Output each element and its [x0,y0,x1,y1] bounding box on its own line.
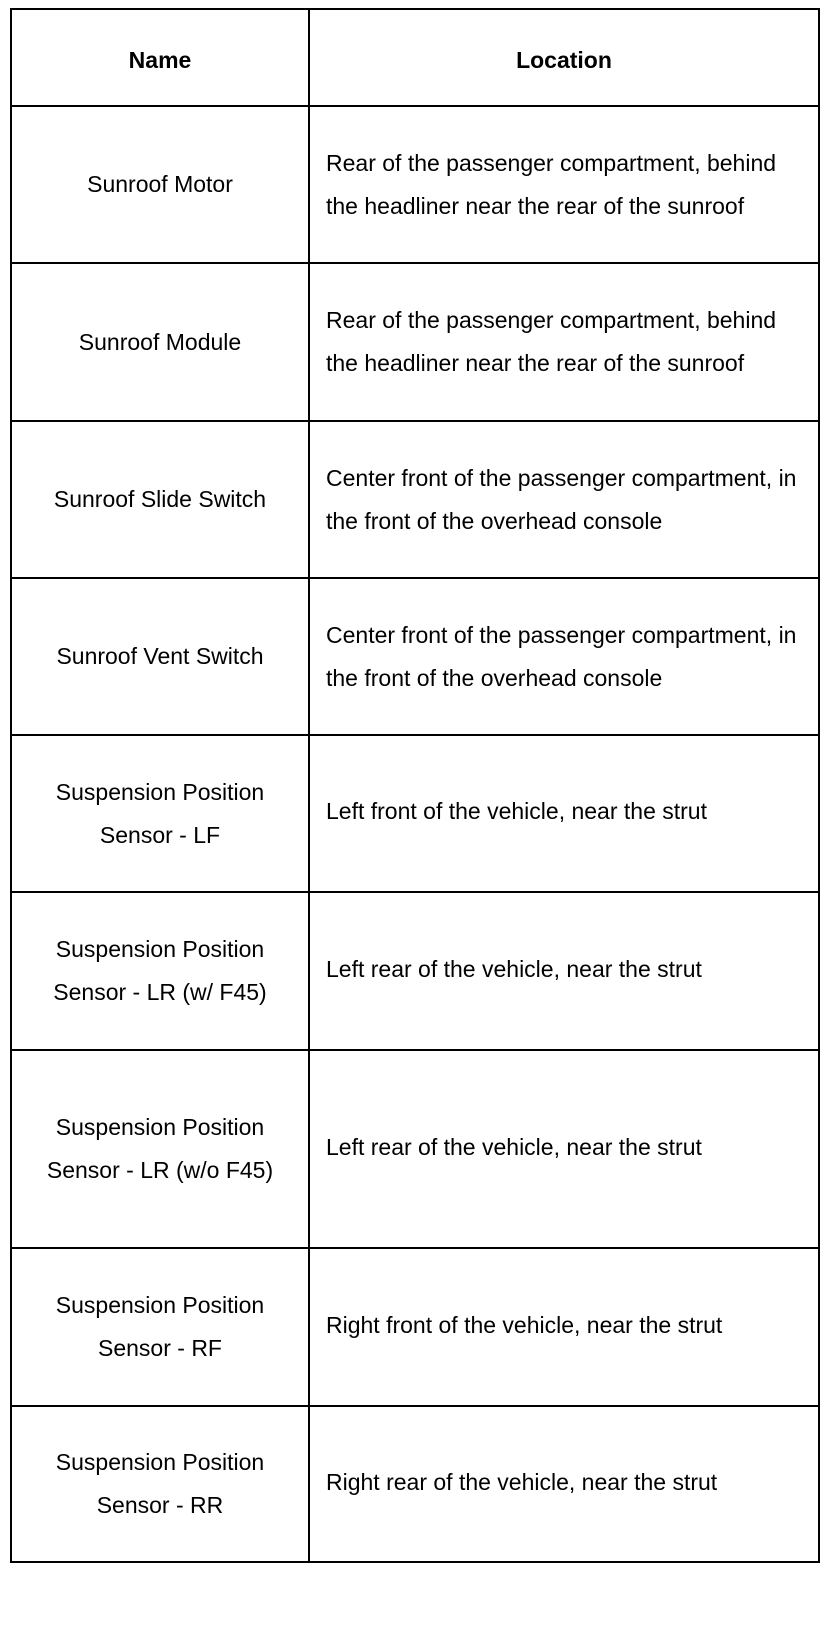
component-location-cell: Right rear of the vehicle, near the strut [309,1406,819,1562]
component-name-cell: Suspension Position Sensor - LR (w/o F45) [11,1050,309,1248]
table-row [11,421,819,578]
table-row [11,892,819,1050]
component-location-cell: Rear of the passenger compartment, behind the headliner near the rear of the sunroof [309,106,819,263]
component-name-cell: Suspension Position Sensor - RF [11,1248,309,1406]
table-header-row [11,9,819,106]
component-name-cell: Suspension Position Sensor - RR [11,1406,309,1562]
table-row [11,1248,819,1406]
table-row [11,735,819,892]
column-header-location: Location [309,9,819,106]
component-location-cell: Rear of the passenger compartment, behind the headliner near the rear of the sunroof [309,263,819,421]
component-location-table [10,8,820,1563]
component-name-cell: Sunroof Module [11,263,309,421]
table-row [11,263,819,421]
component-location-cell: Center front of the passenger compartment, in the front of the overhead console [309,578,819,735]
component-name-cell: Sunroof Vent Switch [11,578,309,735]
component-location-cell: Left front of the vehicle, near the strut [309,735,819,892]
component-location-cell: Left rear of the vehicle, near the strut [309,892,819,1050]
component-name-cell: Sunroof Slide Switch [11,421,309,578]
table-row [11,106,819,263]
table-row [11,1406,819,1562]
component-name-cell: Sunroof Motor [11,106,309,263]
component-name-cell: Suspension Position Sensor - LR (w/ F45) [11,892,309,1050]
table-row [11,1050,819,1248]
table-row [11,578,819,735]
component-location-cell: Left rear of the vehicle, near the strut [309,1050,819,1248]
component-name-cell: Suspension Position Sensor - LF [11,735,309,892]
component-location-cell: Center front of the passenger compartment, in the front of the overhead console [309,421,819,578]
column-header-name: Name [11,9,309,106]
component-location-cell: Right front of the vehicle, near the strut [309,1248,819,1406]
